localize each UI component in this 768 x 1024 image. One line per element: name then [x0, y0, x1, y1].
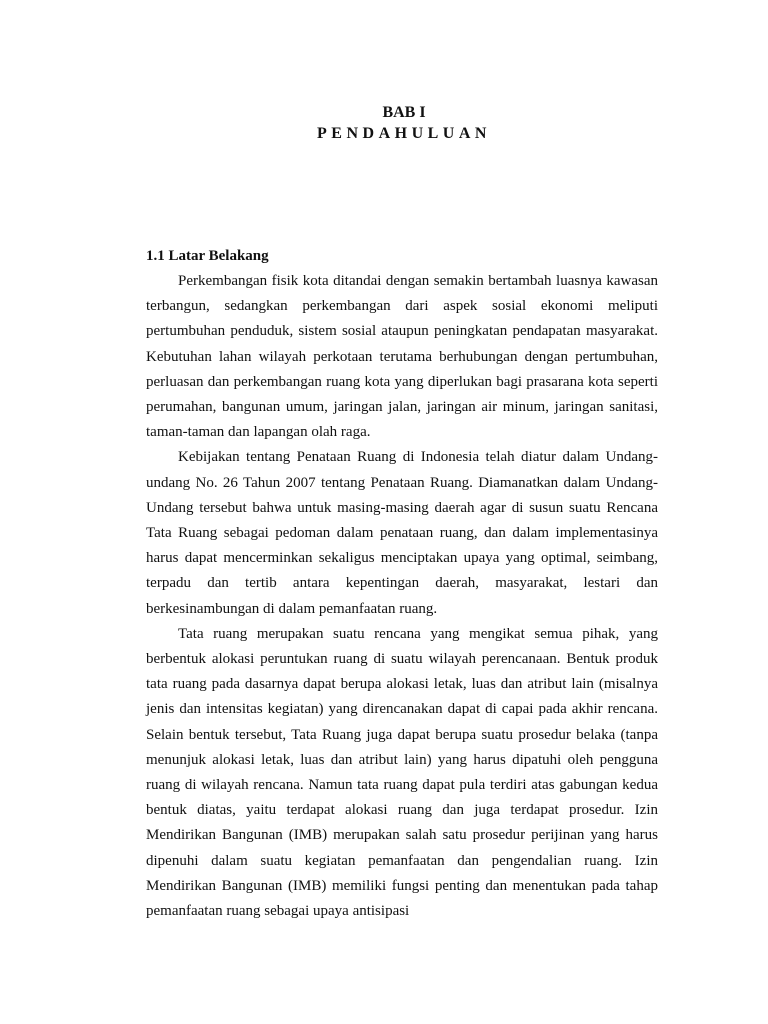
section-heading: 1.1 Latar Belakang — [146, 248, 269, 264]
paragraph-1: Perkembangan fisik kota ditandai dengan semakin bertambah luasnya kawasan terbangun, sedangkan perkembangan dari aspek sosial ekonomi meliputi pertumbuhan penduduk, sistem sosial ataupun peningkatan pendapatan masyarakat. Kebutuhan lahan wilayah perkotaan terutama berhubungan dengan pertumbuhan, perluasan dan perkembangan ruang kota yang diperlukan bagi prasarana kota seperti perumahan, bangunan umum, jaringan jalan, jaringan air minum, jaringan sanitasi, taman-taman dan lapangan olah raga. — [146, 273, 658, 441]
chapter-title: PENDAHULUAN — [317, 125, 491, 142]
chapter-heading — [0, 102, 768, 144]
paragraph-2: Kebijakan tentang Penataan Ruang di Indonesia telah diatur dalam Undang-undang No. 26 Tahun 2007 tentang Penataan Ruang. Diamanatkan dalam Undang-Undang tersebut bahwa untuk masing-masing daerah agar di susun suatu Rencana Tata Ruang sebagai pedoman dalam penataan ruang, dan dalam implementasinya harus dapat mencerminkan sekaligus menciptakan upaya yang optimal, seimbang, terpadu dan tertib antara kepentingan daerah, masyarakat, lestari dan berkesinambungan di dalam pemanfaatan ruang. — [146, 449, 658, 617]
document-body — [146, 244, 658, 924]
paragraph-3: Tata ruang merupakan suatu rencana yang mengikat semua pihak, yang berbentuk alokasi peruntukan ruang di suatu wilayah perencanaan. Bentuk produk tata ruang pada dasarnya dapat berupa alokasi letak, luas dan atribut lain (misalnya jenis dan intensitas kegiatan) yang direncanakan dapat di capai pada akhir rencana. Selain bentuk tersebut, Tata Ruang juga dapat berupa suatu prosedur belaka (tanpa menunjuk alokasi letak, luas dan atribut lain) yang harus dipatuhi oleh pengguna ruang di wilayah rencana. Namun tata ruang dapat pula terdiri atas gabungan kedua bentuk diatas, yaitu terdapat alokasi ruang dan juga terdapat prosedur. Izin Mendirikan Bangunan (IMB) merupakan salah satu prosedur perijinan yang harus dipenuhi dalam suatu kegiatan pemanfaatan dan pengendalian ruang. Izin Mendirikan Bangunan (IMB) memiliki fungsi penting dan menentukan pada tahap pemanfaatan ruang sebagai upaya antisipasi — [146, 625, 658, 920]
chapter-number: BAB I — [382, 104, 426, 121]
